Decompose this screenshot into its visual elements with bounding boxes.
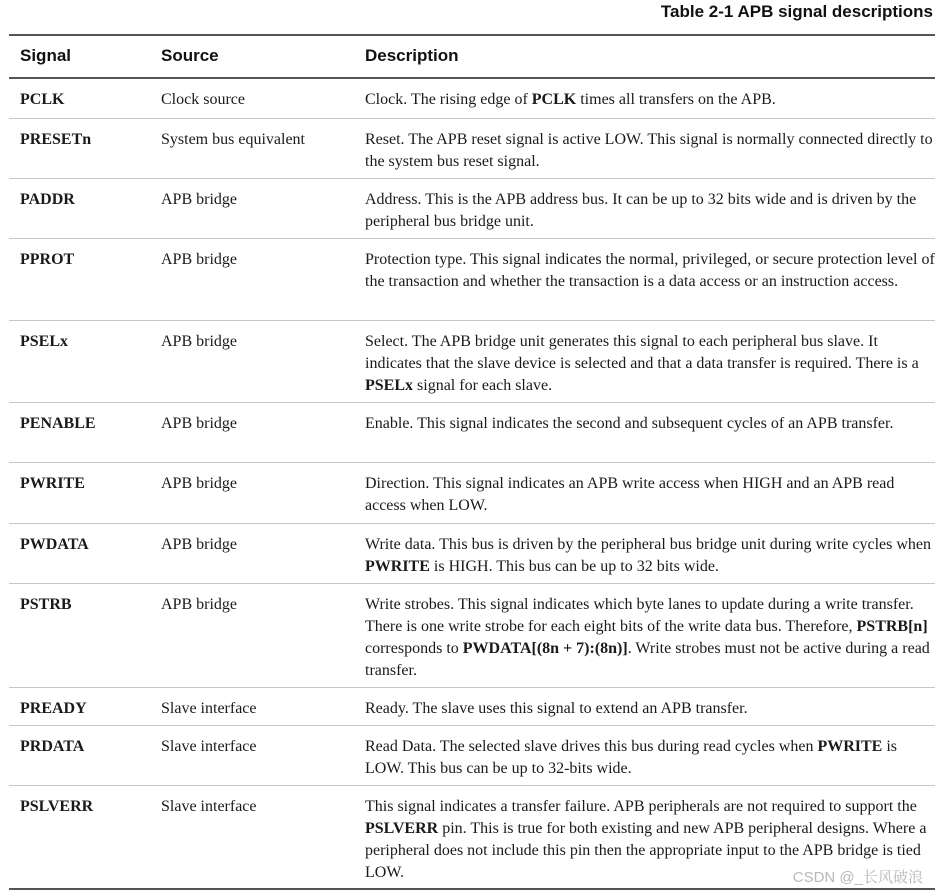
description-cell bbox=[365, 698, 935, 720]
description-text: times all transfers on the APB. bbox=[576, 91, 776, 108]
signal-cell: PCLK bbox=[20, 91, 65, 108]
table-row bbox=[9, 584, 935, 688]
source-cell: APB bridge bbox=[161, 333, 237, 350]
description-cell bbox=[365, 189, 935, 233]
watermark: CSDN @_长风破浪 bbox=[792, 869, 923, 886]
description-text: Reset. The APB reset signal is active LOW. This signal is normally connected directly to the system bus reset signal. bbox=[365, 131, 933, 170]
signal-cell: PWRITE bbox=[20, 475, 85, 492]
description-text: Direction. This signal indicates an APB write access when HIGH and an APB read access when LOW. bbox=[365, 475, 895, 514]
signal-cell: PSTRB bbox=[20, 596, 72, 613]
table-row bbox=[9, 403, 935, 463]
description-cell bbox=[365, 594, 935, 682]
description-text: This signal indicates a transfer failure. APB peripherals are not required to support the bbox=[365, 798, 917, 815]
description-signal-ref: PSELx bbox=[365, 377, 414, 394]
signal-cell: PWDATA bbox=[20, 536, 89, 553]
table-row bbox=[9, 179, 935, 239]
signal-cell: PSELx bbox=[20, 333, 69, 350]
source-cell: APB bridge bbox=[161, 251, 237, 268]
description-signal-ref: PCLK bbox=[531, 91, 577, 108]
description-text: Read Data. The selected slave drives this bus during read cycles when bbox=[365, 738, 818, 755]
header-signal: Signal bbox=[20, 46, 72, 65]
description-cell bbox=[365, 473, 935, 517]
table-row bbox=[9, 726, 935, 786]
description-text: Protection type. This signal indicates the normal, privileged, or secure protection level of the transaction and whether the transaction is a data access or an instruction access. bbox=[365, 251, 935, 290]
table-row bbox=[9, 119, 935, 179]
table-row bbox=[9, 463, 935, 524]
signal-cell: PSLVERR bbox=[20, 798, 94, 815]
source-cell: Slave interface bbox=[161, 798, 257, 815]
source-cell: APB bridge bbox=[161, 475, 237, 492]
description-text: is HIGH. This bus can be up to 32 bits wide. bbox=[429, 558, 719, 575]
signal-cell: PREADY bbox=[20, 700, 87, 717]
table-bottom-rule bbox=[9, 888, 935, 890]
table-row bbox=[9, 321, 935, 403]
signal-cell: PRESETn bbox=[20, 131, 92, 148]
description-cell bbox=[365, 249, 935, 293]
source-cell: System bus equivalent bbox=[161, 131, 305, 148]
description-text: Ready. The slave uses this signal to extend an APB transfer. bbox=[365, 700, 748, 717]
source-cell: APB bridge bbox=[161, 596, 237, 613]
table-row bbox=[9, 79, 935, 119]
description-text: signal for each slave. bbox=[413, 377, 553, 394]
description-text: corresponds to bbox=[365, 640, 463, 657]
description-signal-ref: PWRITE bbox=[817, 738, 883, 755]
description-text: Enable. This signal indicates the second and subsequent cycles of an APB transfer. bbox=[365, 415, 894, 432]
description-signal-ref: PSTRB[n] bbox=[856, 618, 928, 635]
source-cell: APB bridge bbox=[161, 536, 237, 553]
table-caption: Table 2-1 APB signal descriptions bbox=[660, 2, 933, 21]
header-source: Source bbox=[161, 46, 219, 65]
signal-cell: PADDR bbox=[20, 191, 75, 208]
table-row bbox=[9, 524, 935, 584]
source-cell: APB bridge bbox=[161, 415, 237, 432]
source-cell: Clock source bbox=[161, 91, 245, 108]
table-row bbox=[9, 688, 935, 726]
description-cell bbox=[365, 736, 935, 780]
description-text: Clock. The rising edge of bbox=[365, 91, 532, 108]
description-text: Select. The APB bridge unit generates this signal to each peripheral bus slave. It indicates that the slave device is selected and that a data transfer is required. There is a bbox=[365, 333, 919, 372]
source-cell: Slave interface bbox=[161, 738, 257, 755]
description-text: Write strobes. This signal indicates which byte lanes to update during a write transfer. There is one write strobe for each eight bits of the write data bus. Therefore, bbox=[365, 596, 914, 635]
signal-cell: PRDATA bbox=[20, 738, 85, 755]
description-cell bbox=[365, 534, 935, 578]
description-text: pin. This is true for both existing and new APB peripheral designs. Where a peripheral does not include this pin then the appropriate input to the APB bridge is tied LOW. bbox=[365, 820, 927, 881]
description-signal-ref: PSLVERR bbox=[365, 820, 439, 837]
signal-cell: PENABLE bbox=[20, 415, 96, 432]
description-text: Address. This is the APB address bus. It can be up to 32 bits wide and is driven by the peripheral bus bridge unit. bbox=[365, 191, 917, 230]
description-signal-ref: PWDATA[(8n + 7):(8n)] bbox=[462, 640, 628, 657]
description-cell bbox=[365, 129, 935, 173]
table-top-rule bbox=[9, 34, 935, 36]
description-text: Write data. This bus is driven by the peripheral bus bridge unit during write cycles when bbox=[365, 536, 932, 553]
description-text: is LOW. This bus can be up to 32-bits wide. bbox=[365, 738, 898, 777]
signal-cell: PPROT bbox=[20, 251, 75, 268]
source-cell: APB bridge bbox=[161, 191, 237, 208]
description-cell bbox=[365, 89, 935, 111]
description-signal-ref: PWRITE bbox=[365, 558, 430, 575]
table-row bbox=[9, 239, 935, 321]
description-cell bbox=[365, 413, 935, 435]
description-text: . Write strobes must not be active during a read transfer. bbox=[365, 640, 930, 679]
header-description: Description bbox=[365, 46, 459, 65]
description-cell bbox=[365, 331, 935, 397]
source-cell: Slave interface bbox=[161, 700, 257, 717]
